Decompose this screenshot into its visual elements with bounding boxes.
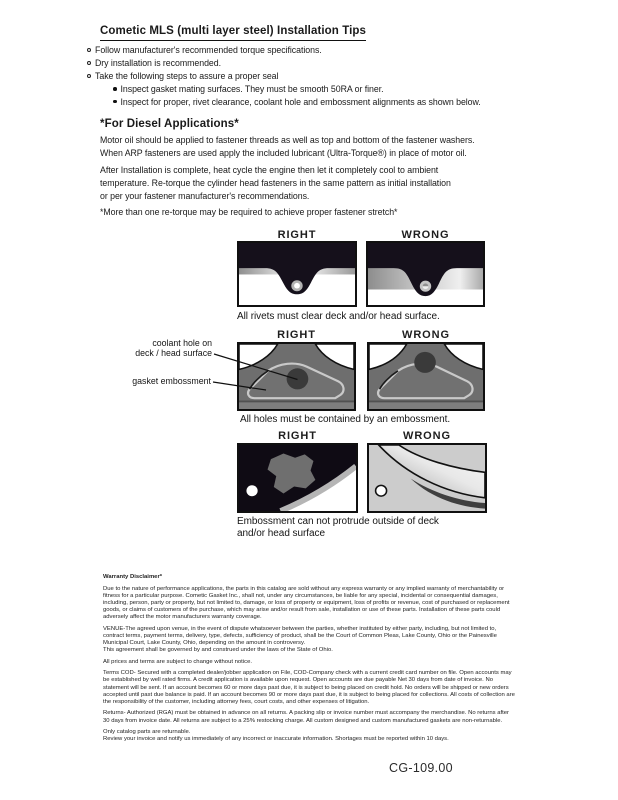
annotation-line: deck / head surface xyxy=(135,348,212,358)
coolant-right-art xyxy=(239,344,354,409)
coolant-wrong-art xyxy=(369,344,483,409)
warranty-paragraph: Terms COD- Secured with a completed dealer/jobber application on File, COD-Company check with a current credit card number on file. Open accounts may be established by well rated firms. A credit application is available upon request. Open accounts are due payable Net 30 days from date of invoice. No statement will be sent. If an account becomes 60 or more days past due, it is subject to being placed on credit hold. No orders will be shipped or new orders accepted until past due balance is paid. If an account becomes 90 or more days past due, it is subject to being placed for collections. All costs of collection are the responsibility of the customer, including attorney fees, court costs, and other expenses of litigation. xyxy=(103,670,515,705)
row2-right-label: RIGHT xyxy=(277,329,316,341)
list-item-text: Follow manufacturer's recommended torque specifications. xyxy=(95,45,322,55)
protrusion-wrong-art xyxy=(369,445,485,511)
bullet-dot-icon xyxy=(113,100,117,104)
list-item xyxy=(113,97,481,110)
diesel-heading: *For Diesel Applications* xyxy=(100,118,239,130)
paragraph-line: *More than one re-torque may be required to achieve proper fastener stretch* xyxy=(100,207,398,217)
warranty-paragraph: Returns- Authorized (RGA) must be obtained in advance on all returns. A packing slip or invoice number must accompany the merchandise. No returns after 30 days from invoice date. All returns are subject to a 25% restocking charge. All custom designed and custom manufactured gaskets are non-returnable. xyxy=(103,710,510,724)
row2-wrong-label: WRONG xyxy=(402,329,450,341)
warranty-paragraph: All prices and terms are subject to change without notice. xyxy=(103,658,252,665)
row1-right-label: RIGHT xyxy=(277,229,317,241)
rivet-wrong-art xyxy=(368,243,483,305)
warranty-disclaimer xyxy=(103,574,517,743)
paragraph-line: When ARP fasteners are used apply the included lubricant (Ultra-Torque®) in place of motor oil. xyxy=(100,147,467,158)
bullet-circle-icon xyxy=(87,48,91,52)
rivet-right-diagram xyxy=(237,241,357,307)
row1-wrong-label: WRONG xyxy=(401,229,450,241)
warranty-paragraph: Due to the nature of performance applications, the parts in this catalog are sold without any express warranty or any implied warranty of merchantability or fitness for a particular purpose. Cometic Gasket Inc., shall not, under any circumstances, be liable for any special, incidental or consequential damages, including, person, party or property, but not limited to, damage, or loss of property or equipment, loss of profits or revenue, cost of purchased or replacement goods, or claims of customers of the purchase, which may arise and/or result from sale, installation or use of these parts. Installation of these parts could adversely affect the motor manufacturers warranty coverage. xyxy=(103,585,510,621)
bullet-circle-icon xyxy=(87,74,91,78)
diesel-paragraph-2 xyxy=(100,164,451,203)
list-item-text: Dry installation is recommended. xyxy=(95,57,222,68)
list-item xyxy=(113,84,481,97)
row1-caption: All rivets must clear deck and/or head surface. xyxy=(237,311,440,322)
list-item-text: Inspect gasket mating surfaces. They must be smooth 50RA or finer. xyxy=(120,84,384,94)
rivet-wrong-diagram xyxy=(366,241,485,307)
warranty-paragraph: Review your invoice and notify us immediately of any incorrect or inaccurate information. Shortages must be reported within 10 days. xyxy=(103,736,449,743)
row3-caption xyxy=(237,516,439,539)
annotation-line: gasket embossment xyxy=(132,376,211,386)
retorque-note xyxy=(100,206,397,219)
list-item-text: Inspect for proper, rivet clearance, coolant hole and embossment alignments as shown below. xyxy=(120,96,481,107)
page-code: CG-109.00 xyxy=(389,761,453,775)
gasket-embossment-annotation xyxy=(95,376,211,386)
protrusion-wrong-diagram xyxy=(367,443,487,513)
installation-tips-list xyxy=(87,45,322,84)
list-item xyxy=(87,58,322,71)
coolant-wrong-diagram xyxy=(367,342,485,411)
installation-tips-sublist xyxy=(113,84,481,110)
caption-line: Embossment can not protrude outside of deck xyxy=(237,516,439,527)
warranty-paragraph: Only catalog parts are returnable. xyxy=(103,729,191,736)
caption-line: and/or head surface xyxy=(237,527,326,539)
warranty-paragraph: VENUE-The agreed upon venue, in the event of dispute whatsoever between the parties, whether instituted by either party, including, but not limited to, contract terms, payment terms, delivery, type, defects, sufficiency of product, shall be the Court of Common Pleas, Lake County, Ohio or the Painesville Municipal Court, Lake County, Ohio, depending on the amount in controversy. xyxy=(103,625,497,647)
rivet-right-art xyxy=(239,243,355,305)
warranty-paragraph: This agreement shall be governed by and construed under the laws of the State of Ohio. xyxy=(103,647,333,654)
coolant-right-diagram xyxy=(237,342,356,411)
page-title: Cometic MLS (multi layer steel) Installation Tips xyxy=(100,25,366,41)
paragraph-line: temperature. Re-torque the cylinder head fasteners in the same pattern as initial installation xyxy=(100,177,451,188)
list-item xyxy=(87,71,322,84)
paragraph-line: or per your fastener manufacturer's recommendations. xyxy=(100,190,310,201)
coolant-hole-annotation xyxy=(105,338,212,358)
paragraph-line: After Installation is complete, heat cycle the engine then let it completely cool to ambient xyxy=(100,165,439,175)
bullet-dot-icon xyxy=(113,87,117,91)
annotation-line: coolant hole on xyxy=(152,338,212,348)
list-item-text: Take the following steps to assure a proper seal xyxy=(95,70,279,81)
paragraph-line: Motor oil should be applied to fastener threads as well as top and bottom of the fastener washers. xyxy=(100,135,475,145)
protrusion-right-art xyxy=(239,445,356,511)
warranty-heading: Warranty Disclaimer* xyxy=(103,574,163,580)
row3-right-label: RIGHT xyxy=(278,430,317,442)
bullet-circle-icon xyxy=(87,61,91,65)
diesel-paragraph-1 xyxy=(100,134,475,160)
row2-caption: All holes must be contained by an embossment. xyxy=(240,414,451,425)
protrusion-right-diagram xyxy=(237,443,358,513)
list-item xyxy=(87,45,322,58)
row3-wrong-label: WRONG xyxy=(403,430,451,442)
